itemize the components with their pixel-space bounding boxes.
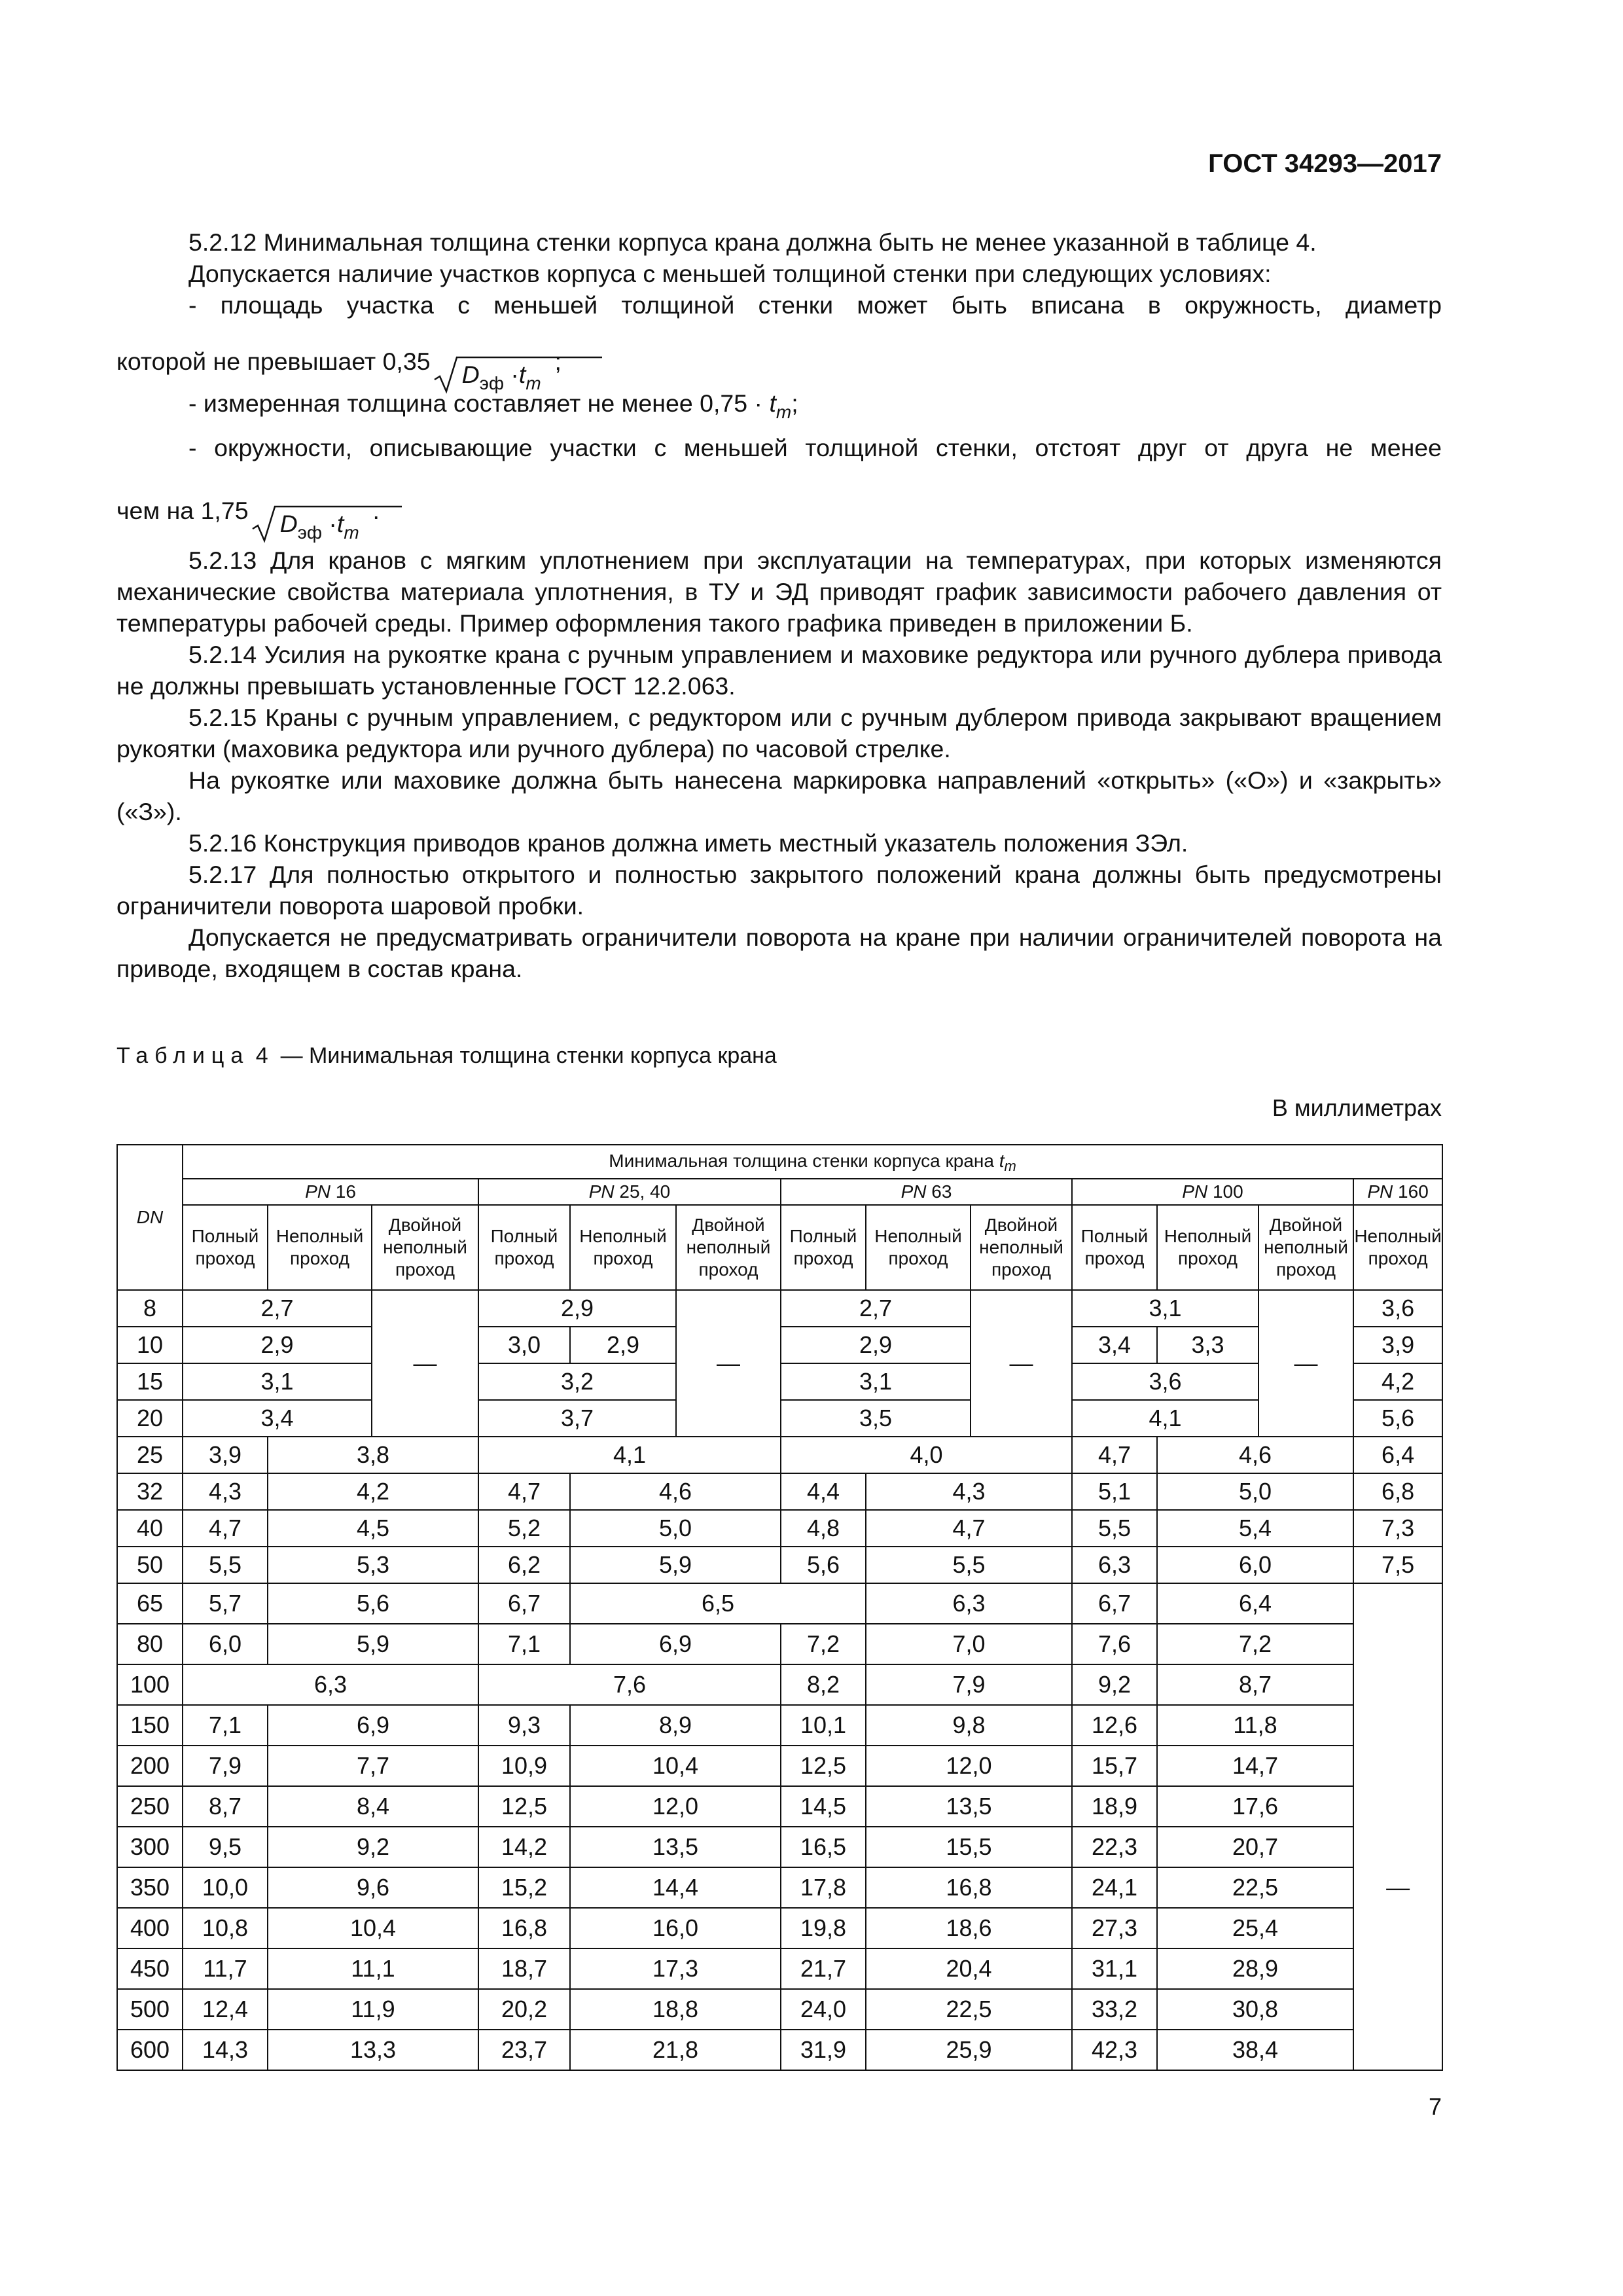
table-row: 150 7,1 6,9 9,3 8,9 10,1 9,8 12,6 11,8 — [117,1705,1442,1746]
bullet-2: - измеренная толщина составляет не менее $0,75 \cdot t_m$; [188,389,798,422]
pn16-header: PN 16 [183,1179,478,1205]
table-row: 100 6,3 7,6 8,2 7,9 9,2 8,7 [117,1664,1442,1705]
sub-reduced: Неполный проход [1353,1205,1442,1290]
para-5-2-13: 5.2.13 Для кранов с мягким уплотнением при эксплуатации на температурах, при которых изменяются механические свойства материала уплотнения, в ТУ и ЭД приводят график зависимости рабочего давления от температуры рабочей среды. Пример оформления такого графика приведен в приложении Б. [116,547,1442,637]
sub-reduced: Неполный проход [1157,1205,1258,1290]
bullet-3-cont: чем на 1,75 $D_{эф} \cdot t_m$ . [116,495,1442,543]
table-row: 8 2,7 — 2,9 — 2,7 — 3,1 — 3,6 [117,1290,1442,1327]
table-row: 600 14,3 13,3 23,7 21,8 31,9 25,9 42,3 38,4 [117,2030,1442,2070]
table-row: 250 8,7 8,4 12,5 12,0 14,5 13,5 18,9 17,6 [117,1786,1442,1827]
para-limiters: Допускается не предусматривать ограничители поворота на кране при наличии ограничителей поворота на приводе, входящем в состав крана. [116,924,1442,982]
sub-double: Двойной неполный проход [676,1205,781,1290]
para-marking: На рукоятке или маховике должна быть нанесена маркировка направлений «открыть» («О») и «закрыть» («З»). [116,766,1442,825]
table-units: В миллиметрах [1272,1094,1442,1121]
table-row: 80 6,0 5,9 7,1 6,9 7,2 7,0 7,6 7,2 [117,1624,1442,1664]
sub-reduced: Неполный проход [268,1205,372,1290]
sub-double: Двойной неполный проход [971,1205,1072,1290]
pn100-header: PN 100 [1072,1179,1353,1205]
page-number: 7 [1428,2093,1442,2120]
table-row: 15 3,1 3,2 3,1 3,6 4,2 [117,1363,1442,1400]
table-row: 32 4,3 4,2 4,7 4,6 4,4 4,3 5,1 5,0 6,8 [117,1473,1442,1510]
sqrt-formula-2: $D_{эф} \cdot t_m$ [251,504,359,543]
bullet-1: - площадь участка с меньшей толщиной стенки может быть вписана в окружность, диаметр [188,291,1442,319]
para-5-2-17: 5.2.17 Для полностью открытого и полностью закрытого положений крана должны быть предусмотрены ограничители поворота шаровой пробки. [116,861,1442,920]
sub-reduced: Неполный проход [570,1205,676,1290]
table-row: 25 3,9 3,8 4,1 4,0 4,7 4,6 6,4 [117,1437,1442,1473]
table-row: 200 7,9 7,7 10,9 10,4 12,5 12,0 15,7 14,7 [117,1746,1442,1786]
table-caption: Таблица 4 — Минимальная толщина стенки корпуса крана [116,1043,777,1068]
pn63-header: PN 63 [781,1179,1072,1205]
wall-thickness-table [116,1144,1443,2071]
para-5-2-12-line2: Допускается наличие участков корпуса с меньшей толщиной стенки при следующих условиях: [188,260,1272,287]
table-row: 65 5,7 5,6 6,7 6,5 6,3 6,7 6,4 [117,1583,1442,1624]
table-row: 50 5,5 5,3 6,2 5,9 5,6 5,5 6,3 6,0 7,5 [117,1547,1442,1583]
para-5-2-14: 5.2.14 Усилия на рукоятке крана с ручным управлением и маховике редуктора или ручного дублера привода не должны превышать установленные ГОСТ 12.2.063. [116,641,1442,700]
table-row: 40 4,7 4,5 5,2 5,0 4,8 4,7 5,5 5,4 7,3 [117,1510,1442,1547]
table-row: 10 2,9 3,0 2,9 2,9 3,4 3,3 3,9 [117,1327,1442,1363]
body-text [116,226,1442,321]
bullet-1-cont: которой не превышает 0,35 $D_{эф} \cdot t_m$ ; [116,346,1442,394]
table-row: 450 11,7 11,1 18,7 17,3 21,7 20,4 31,1 28,9 [117,1948,1442,1989]
sub-double: Двойной неполный проход [1258,1205,1353,1290]
sub-full: Полный проход [478,1205,570,1290]
body-text-2 [116,545,1442,984]
main-header: Минимальная толщина стенки корпуса крана $t_m$ [183,1145,1442,1179]
sub-full: Полный проход [183,1205,268,1290]
table-row: 350 10,0 9,6 15,2 14,4 17,8 16,8 24,1 22,5 [117,1867,1442,1908]
pn25-40-header: PN 25, 40 [478,1179,781,1205]
bullet-3: - окружности, описывающие участки с меньшей толщиной стенки, отстоят друг от друга не менее [188,434,1442,461]
para-5-2-12-line1: 5.2.12 Минимальная толщина стенки корпуса крана должна быть не менее указанной в таблице 4. [188,228,1317,256]
table-row: 400 10,8 10,4 16,8 16,0 19,8 18,6 27,3 25,4 [117,1908,1442,1948]
para-5-2-16: 5.2.16 Конструкция приводов кранов должна иметь местный указатель положения ЗЭл. [188,829,1188,857]
pn160-dash-cell: — [1353,1705,1442,2070]
sub-full: Полный проход [781,1205,866,1290]
sub-double: Двойной неполный проход [372,1205,478,1290]
sub-full: Полный проход [1072,1205,1157,1290]
standard-header: ГОСТ 34293—2017 [1208,149,1442,178]
para-5-2-15: 5.2.15 Краны с ручным управлением, с редуктором или с ручным дублером привода закрывают вращением рукоятки (маховика редуктора или ручного дублера) по часовой стрелке. [116,704,1442,762]
sqrt-formula: $D_{эф} \cdot t_m$ [433,355,541,394]
pn160-header: PN 160 [1353,1179,1442,1205]
sub-reduced: Неполный проход [866,1205,971,1290]
table-row: 300 9,5 9,2 14,2 13,5 16,5 15,5 22,3 20,7 [117,1827,1442,1867]
dn-header: DN [117,1145,183,1290]
table-row: 500 12,4 11,9 20,2 18,8 24,0 22,5 33,2 30,8 [117,1989,1442,2030]
table-row: 20 3,4 3,7 3,5 4,1 5,6 [117,1400,1442,1437]
